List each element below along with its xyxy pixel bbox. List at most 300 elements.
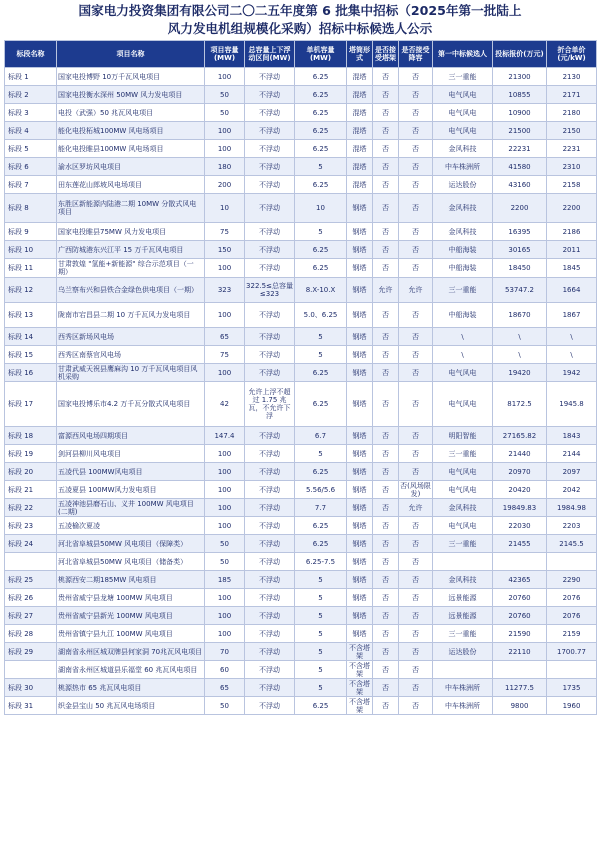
project-cell: 国家电投博乐市4.2 万千瓦分散式风电项目	[57, 382, 205, 427]
candidate-cell: 中船海装	[433, 241, 493, 259]
tower-cell: 钢塔	[347, 382, 373, 427]
header-project: 项目名称	[57, 41, 205, 68]
unit-price-cell: 2011	[547, 241, 597, 259]
project-cell: 五凌神池县磨石山、义井 100MW 风电项目(二期)	[57, 499, 205, 517]
header-tower: 塔筒形式	[347, 41, 373, 68]
capacity-cell: 100	[205, 140, 245, 158]
project-cell: 国家电投睢县75MW 风力发电项目	[57, 223, 205, 241]
project-cell: 渝水区罗坊风电项目	[57, 158, 205, 176]
unit-price-cell: 2145.5	[547, 535, 597, 553]
tower-cell: 钢塔	[347, 346, 373, 364]
price-cell: 10855	[493, 86, 547, 104]
capacity-cell: 100	[205, 303, 245, 328]
unit-price-cell: 1984.98	[547, 499, 597, 517]
price-cell: 18450	[493, 259, 547, 278]
project-cell: 陇南市宕昌县二期 10 万千瓦风力发电项目	[57, 303, 205, 328]
price-cell: 42365	[493, 571, 547, 589]
accept-derate-cell: 否	[399, 697, 433, 715]
range-cell: 允许上浮不超过 1.75 兆瓦，不允许下浮	[245, 382, 295, 427]
section-cell: 标段 22	[5, 499, 57, 517]
accept-derate-cell: 否	[399, 625, 433, 643]
table-row	[5, 104, 597, 122]
tower-cell: 钢塔	[347, 499, 373, 517]
accept-derate-cell: 否	[399, 571, 433, 589]
accept-derate-cell: 否	[399, 589, 433, 607]
accept-derate-cell: 否	[399, 346, 433, 364]
project-cell: 湖南省永州区城双牌县何家洞 70兆瓦风电项目	[57, 643, 205, 661]
capacity-cell: 100	[205, 68, 245, 86]
accept-tower-cell: 否	[373, 158, 399, 176]
accept-tower-cell: 否	[373, 661, 399, 679]
project-cell: 贵州省威宁县龙塘 100MW 风电项目	[57, 589, 205, 607]
price-cell: 2200	[493, 194, 547, 223]
price-cell: 10900	[493, 104, 547, 122]
unit-price-cell: 1942	[547, 364, 597, 382]
unit-capacity-cell: 6.25	[295, 535, 347, 553]
section-cell: 标段 15	[5, 346, 57, 364]
price-cell: 30165	[493, 241, 547, 259]
section-cell: 标段 24	[5, 535, 57, 553]
accept-tower-cell: 否	[373, 571, 399, 589]
accept-derate-cell: 否	[399, 382, 433, 427]
candidate-cell: 金风科技	[433, 571, 493, 589]
unit-price-cell: \	[547, 346, 597, 364]
accept-derate-cell: 否	[399, 463, 433, 481]
accept-tower-cell: 否	[373, 445, 399, 463]
tower-cell: 钢塔	[347, 571, 373, 589]
unit-price-cell: \	[547, 328, 597, 346]
unit-price-cell: 1735	[547, 679, 597, 697]
accept-tower-cell: 否	[373, 589, 399, 607]
accept-derate-cell: 否	[399, 517, 433, 535]
unit-capacity-cell: 6.25	[295, 140, 347, 158]
capacity-cell: 185	[205, 571, 245, 589]
unit-capacity-cell: 5	[295, 589, 347, 607]
tower-cell: 钢塔	[347, 303, 373, 328]
section-cell: 标段 7	[5, 176, 57, 194]
tower-cell: 混塔	[347, 122, 373, 140]
section-cell: 标段 13	[5, 303, 57, 328]
capacity-cell: 42	[205, 382, 245, 427]
unit-price-cell: 1843	[547, 427, 597, 445]
range-cell: 不浮动	[245, 445, 295, 463]
candidate-cell: 中船海装	[433, 259, 493, 278]
accept-derate-cell: 否	[399, 679, 433, 697]
section-cell: 标段 3	[5, 104, 57, 122]
section-cell	[5, 661, 57, 679]
tower-cell: 钢塔	[347, 625, 373, 643]
project-cell: 贵州省镇宁县九江 100MW 风电项目	[57, 625, 205, 643]
range-cell: 不浮动	[245, 86, 295, 104]
section-cell: 标段 11	[5, 259, 57, 278]
unit-price-cell: 2097	[547, 463, 597, 481]
candidate-cell: 明阳智能	[433, 427, 493, 445]
range-cell: 不浮动	[245, 140, 295, 158]
section-cell: 标段 14	[5, 328, 57, 346]
project-cell: 桃源热市 65 兆瓦风电项目	[57, 679, 205, 697]
candidate-cell	[433, 553, 493, 571]
header-candidate: 第一中标候选人	[433, 41, 493, 68]
capacity-cell: 100	[205, 607, 245, 625]
price-cell: 21455	[493, 535, 547, 553]
capacity-cell: 60	[205, 661, 245, 679]
candidate-cell: 中车株洲所	[433, 697, 493, 715]
capacity-cell: 100	[205, 463, 245, 481]
accept-tower-cell: 否	[373, 328, 399, 346]
candidate-cell: 远景能源	[433, 607, 493, 625]
accept-tower-cell: 否	[373, 679, 399, 697]
tower-cell: 钢塔	[347, 607, 373, 625]
section-cell: 标段 25	[5, 571, 57, 589]
tower-cell: 钢塔	[347, 517, 373, 535]
unit-capacity-cell: 5	[295, 328, 347, 346]
accept-derate-cell: 否	[399, 643, 433, 661]
header-unit-capacity: 单机容量(MW)	[295, 41, 347, 68]
table-row	[5, 364, 597, 382]
candidate-cell: 中车株洲所	[433, 679, 493, 697]
unit-capacity-cell: 5	[295, 607, 347, 625]
unit-capacity-cell: 6.25	[295, 241, 347, 259]
project-cell: 东胜区新能源内陆港二期 10MW 分散式风电项目	[57, 194, 205, 223]
bid-results-table	[4, 40, 597, 715]
candidate-cell: 电气风电	[433, 382, 493, 427]
candidate-cell: 电气风电	[433, 104, 493, 122]
price-cell: 9800	[493, 697, 547, 715]
price-cell: \	[493, 346, 547, 364]
tower-cell: 混塔	[347, 176, 373, 194]
price-cell: 53747.2	[493, 278, 547, 303]
table-row	[5, 535, 597, 553]
accept-derate-cell: 否	[399, 241, 433, 259]
table-row	[5, 625, 597, 643]
header-capacity: 项目容量(MW)	[205, 41, 245, 68]
candidate-cell: 电气风电	[433, 364, 493, 382]
capacity-cell: 100	[205, 481, 245, 499]
candidate-cell: 三一重能	[433, 278, 493, 303]
range-cell: 不浮动	[245, 194, 295, 223]
project-cell: 桃源西安二期185MW 风电项目	[57, 571, 205, 589]
table-row	[5, 445, 597, 463]
unit-capacity-cell: 6.25	[295, 104, 347, 122]
table-row	[5, 697, 597, 715]
accept-tower-cell: 否	[373, 607, 399, 625]
table-row	[5, 158, 597, 176]
range-cell: 不浮动	[245, 303, 295, 328]
table-row	[5, 140, 597, 158]
candidate-cell: 远景能源	[433, 589, 493, 607]
capacity-cell: 150	[205, 241, 245, 259]
price-cell: 22030	[493, 517, 547, 535]
price-cell: 41580	[493, 158, 547, 176]
unit-capacity-cell: 5.56/5.6	[295, 481, 347, 499]
accept-derate-cell: 否	[399, 427, 433, 445]
table-row	[5, 303, 597, 328]
project-cell: 广西防城港东兴江平 15 万千瓦风电项目	[57, 241, 205, 259]
candidate-cell: 运达股份	[433, 643, 493, 661]
price-cell: 21500	[493, 122, 547, 140]
section-cell: 标段 23	[5, 517, 57, 535]
range-cell: 不浮动	[245, 104, 295, 122]
price-cell	[493, 553, 547, 571]
accept-tower-cell: 否	[373, 122, 399, 140]
candidate-cell: 三一重能	[433, 445, 493, 463]
tower-cell: 不含塔架	[347, 643, 373, 661]
unit-capacity-cell: 6.25	[295, 122, 347, 140]
unit-price-cell: 2130	[547, 68, 597, 86]
project-cell: 甘肃武威天祝县鹰麻沟 10 万千瓦风电项目风机采购	[57, 364, 205, 382]
accept-tower-cell: 否	[373, 194, 399, 223]
accept-tower-cell: 否	[373, 104, 399, 122]
unit-price-cell: 2310	[547, 158, 597, 176]
candidate-cell: 三一重能	[433, 535, 493, 553]
table-row	[5, 679, 597, 697]
price-cell: 27165.82	[493, 427, 547, 445]
unit-price-cell: 2150	[547, 122, 597, 140]
price-cell: 22110	[493, 643, 547, 661]
unit-price-cell: 2076	[547, 589, 597, 607]
range-cell: 不浮动	[245, 571, 295, 589]
capacity-cell: 100	[205, 259, 245, 278]
header-accept-tower: 是否接受塔架	[373, 41, 399, 68]
range-cell: 不浮动	[245, 346, 295, 364]
project-cell: 河北省阜城县50MW 风电项目（储备类）	[57, 553, 205, 571]
tower-cell: 钢塔	[347, 463, 373, 481]
price-cell: 19420	[493, 364, 547, 382]
range-cell: 不浮动	[245, 328, 295, 346]
table-header	[5, 41, 597, 68]
table-row	[5, 481, 597, 499]
accept-tower-cell: 否	[373, 382, 399, 427]
project-cell: 五凌代县 100MW风电项目	[57, 463, 205, 481]
accept-tower-cell: 否	[373, 176, 399, 194]
capacity-cell: 180	[205, 158, 245, 176]
accept-tower-cell: 否	[373, 697, 399, 715]
table-row	[5, 68, 597, 86]
price-cell: 21590	[493, 625, 547, 643]
accept-derate-cell: 否	[399, 194, 433, 223]
capacity-cell: 50	[205, 104, 245, 122]
capacity-cell: 100	[205, 445, 245, 463]
unit-capacity-cell: 6.25	[295, 517, 347, 535]
page-title	[0, 0, 600, 40]
accept-derate-cell: 否	[399, 140, 433, 158]
unit-capacity-cell: 5	[295, 158, 347, 176]
project-cell: 西秀区新场风电场	[57, 328, 205, 346]
unit-price-cell: 2180	[547, 104, 597, 122]
table-row	[5, 643, 597, 661]
accept-derate-cell: 否	[399, 259, 433, 278]
range-cell: 不浮动	[245, 625, 295, 643]
section-cell: 标段 20	[5, 463, 57, 481]
unit-capacity-cell: 7.7	[295, 499, 347, 517]
unit-capacity-cell: 5	[295, 445, 347, 463]
project-cell: 国家电投博野 10万千瓦风电项目	[57, 68, 205, 86]
header-section: 标段名称	[5, 41, 57, 68]
capacity-cell: 100	[205, 589, 245, 607]
tower-cell: 钢塔	[347, 278, 373, 303]
candidate-cell: \	[433, 346, 493, 364]
accept-derate-cell: 否	[399, 223, 433, 241]
section-cell: 标段 29	[5, 643, 57, 661]
table-row	[5, 194, 597, 223]
capacity-cell: 50	[205, 535, 245, 553]
unit-capacity-cell: 5	[295, 661, 347, 679]
header-range: 总容量上下浮动区间(MW)	[245, 41, 295, 68]
accept-derate-cell: 否	[399, 535, 433, 553]
range-cell: 不浮动	[245, 517, 295, 535]
candidate-cell: 电气风电	[433, 481, 493, 499]
accept-tower-cell: 否	[373, 463, 399, 481]
capacity-cell: 100	[205, 625, 245, 643]
tower-cell: 不含塔架	[347, 679, 373, 697]
range-cell: 不浮动	[245, 481, 295, 499]
accept-tower-cell: 否	[373, 427, 399, 445]
table-row	[5, 241, 597, 259]
candidate-cell: 金风科技	[433, 194, 493, 223]
project-cell: 田东莲花山郎坡风电场项目	[57, 176, 205, 194]
unit-capacity-cell: 6.25-7.5	[295, 553, 347, 571]
price-cell: 20760	[493, 589, 547, 607]
section-cell: 标段 19	[5, 445, 57, 463]
tower-cell: 钢塔	[347, 259, 373, 278]
unit-price-cell: 2200	[547, 194, 597, 223]
unit-capacity-cell: 6.7	[295, 427, 347, 445]
header-row	[5, 41, 597, 68]
accept-derate-cell: 否	[399, 68, 433, 86]
unit-price-cell: 1945.8	[547, 382, 597, 427]
capacity-cell: 65	[205, 328, 245, 346]
capacity-cell: 70	[205, 643, 245, 661]
project-cell: 富源西风电场四期项目	[57, 427, 205, 445]
tower-cell: 钢塔	[347, 553, 373, 571]
price-cell: 19849.83	[493, 499, 547, 517]
unit-capacity-cell: 6.25	[295, 697, 347, 715]
capacity-cell: 147.4	[205, 427, 245, 445]
table-row	[5, 463, 597, 481]
accept-derate-cell: 否	[399, 364, 433, 382]
accept-derate-cell: 否	[399, 607, 433, 625]
range-cell: 不浮动	[245, 223, 295, 241]
price-cell: 11277.5	[493, 679, 547, 697]
section-cell: 标段 9	[5, 223, 57, 241]
section-cell: 标段 12	[5, 278, 57, 303]
tower-cell: 钢塔	[347, 241, 373, 259]
candidate-cell: 三一重能	[433, 68, 493, 86]
project-cell: 织金县宝山 50 兆瓦风电场项目	[57, 697, 205, 715]
tower-cell: 混塔	[347, 140, 373, 158]
price-cell: 8172.5	[493, 382, 547, 427]
accept-derate-cell: 否	[399, 176, 433, 194]
unit-capacity-cell: 6.25	[295, 382, 347, 427]
candidate-cell	[433, 661, 493, 679]
project-cell: 贵州省威宁县新光 100MW 风电项目	[57, 607, 205, 625]
section-cell: 标段 21	[5, 481, 57, 499]
project-cell: 能化电投柘城100MW 风电场项目	[57, 122, 205, 140]
project-cell: 国家电投衡水深州 50MW 风力发电项目	[57, 86, 205, 104]
candidate-cell: \	[433, 328, 493, 346]
unit-price-cell: 2042	[547, 481, 597, 499]
unit-price-cell: 2186	[547, 223, 597, 241]
range-cell: 不浮动	[245, 364, 295, 382]
unit-capacity-cell: 6.25	[295, 68, 347, 86]
tower-cell: 混塔	[347, 68, 373, 86]
accept-derate-cell: 否(风场限发)	[400, 481, 431, 498]
capacity-cell: 100	[205, 122, 245, 140]
table-row	[5, 517, 597, 535]
accept-tower-cell: 否	[373, 553, 399, 571]
table-row	[5, 122, 597, 140]
unit-capacity-cell: 6.25	[295, 176, 347, 194]
table-row	[5, 499, 597, 517]
tower-cell: 不含塔架	[347, 697, 373, 715]
table-row	[5, 661, 597, 679]
candidate-cell: 金风科技	[433, 499, 493, 517]
price-cell: 22231	[493, 140, 547, 158]
price-cell: 20760	[493, 607, 547, 625]
project-cell: 西秀区南蔡官风电场	[57, 346, 205, 364]
range-cell: 不浮动	[245, 176, 295, 194]
unit-capacity-cell: 5	[295, 346, 347, 364]
unit-price-cell: 2076	[547, 607, 597, 625]
range-cell: 不浮动	[245, 158, 295, 176]
project-cell: 湖南省永州区城道县乐福堂 60 兆瓦风电项目	[57, 661, 205, 679]
accept-tower-cell: 否	[373, 303, 399, 328]
section-cell: 标段 31	[5, 697, 57, 715]
accept-tower-cell: 否	[373, 535, 399, 553]
unit-price-cell: 2203	[547, 517, 597, 535]
unit-capacity-cell: 5	[295, 679, 347, 697]
table-row	[5, 427, 597, 445]
price-cell: \	[493, 328, 547, 346]
unit-price-cell	[547, 661, 597, 679]
header-unit-price: 折合单价(元/kW)	[547, 41, 597, 68]
candidate-cell: 电气风电	[433, 517, 493, 535]
range-cell: 不浮动	[245, 241, 295, 259]
tower-cell: 不含塔架	[347, 661, 373, 679]
table-row	[5, 259, 597, 278]
accept-tower-cell: 否	[373, 643, 399, 661]
candidate-cell: 电气风电	[433, 463, 493, 481]
title-line-1: 国家电力投资集团有限公司二〇二五年度第 6 批集中招标（2025年第一批陆上	[78, 3, 522, 18]
capacity-cell: 65	[205, 679, 245, 697]
unit-capacity-cell: 5	[295, 643, 347, 661]
capacity-cell: 100	[205, 499, 245, 517]
accept-tower-cell: 否	[373, 140, 399, 158]
table-row	[5, 346, 597, 364]
range-cell: 不浮动	[245, 499, 295, 517]
unit-price-cell: 2144	[547, 445, 597, 463]
accept-tower-cell: 否	[373, 481, 399, 499]
accept-tower-cell: 否	[373, 346, 399, 364]
price-cell: 43160	[493, 176, 547, 194]
range-cell: 不浮动	[245, 427, 295, 445]
unit-price-cell: 1845	[547, 259, 597, 278]
unit-capacity-cell: 6.25	[295, 364, 347, 382]
header-price: 投标报价(万元)	[493, 41, 547, 68]
project-cell: 河北省阜城县50MW 风电项目（保障类）	[57, 535, 205, 553]
capacity-cell: 200	[205, 176, 245, 194]
tower-cell: 钢塔	[347, 481, 373, 499]
section-cell: 标段 30	[5, 679, 57, 697]
candidate-cell: 三一重能	[433, 625, 493, 643]
section-cell: 标段 28	[5, 625, 57, 643]
capacity-cell: 75	[205, 223, 245, 241]
range-cell: 不浮动	[245, 122, 295, 140]
unit-price-cell: 2159	[547, 625, 597, 643]
table-row	[5, 176, 597, 194]
table-row	[5, 571, 597, 589]
capacity-cell: 100	[205, 517, 245, 535]
